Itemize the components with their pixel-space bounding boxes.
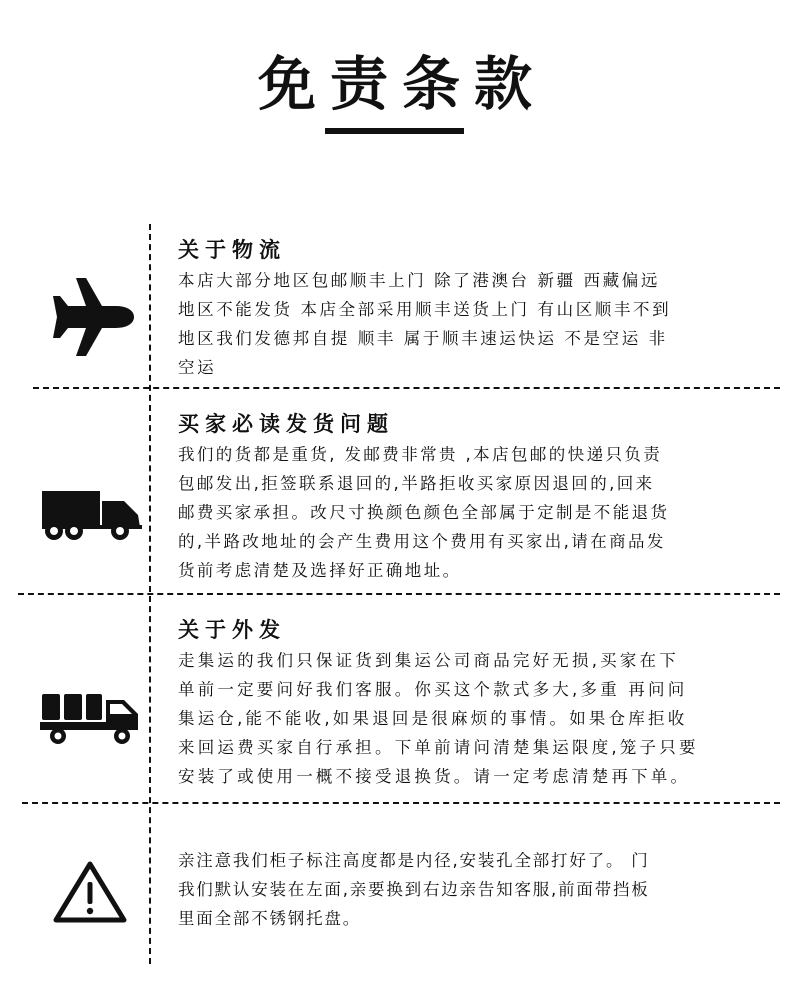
section-heading: 关于外发 (178, 618, 286, 642)
section-line: 地区不能发货 本店全部采用顺丰送货上门 有山区顺丰不到 (178, 300, 672, 319)
section-line: 包邮发出,拒签联系退回的,半路拒收买家原因退回的,回来 (178, 474, 655, 493)
section-line: 本店大部分地区包邮顺丰上门 除了港澳台 新疆 西藏偏远 (178, 271, 660, 290)
section-line: 里面全部不锈钢托盘。 (178, 909, 361, 928)
section-line: 我们默认安装在左面,亲要换到右边亲告知客服,前面带挡板 (178, 880, 650, 899)
section-line: 我们的货都是重货, 发邮费非常贵 ,本店包邮的快递只负责 (178, 445, 663, 464)
title-underline (325, 128, 464, 134)
section-line: 空运 (178, 358, 217, 377)
section-divider-1 (33, 387, 780, 389)
section-line: 亲注意我们柜子标注高度都是内径,安装孔全部打好了。 门 (178, 851, 650, 870)
section-heading: 关于物流 (178, 238, 286, 262)
section-line: 安装了或使用一概不接受退换货。请一定考虑清楚再下单。 (178, 767, 691, 786)
page-title: 免责条款 (257, 50, 546, 118)
section-line: 单前一定要问好我们客服。你买这个款式多大,多重 再问问 (178, 680, 688, 699)
section-line: 来回运费买家自行承担。下单前请问清楚集运限度,笼子只要 (178, 738, 699, 757)
section-divider-2 (18, 593, 780, 595)
airplane-icon (46, 272, 136, 362)
section-line: 的,半路改地址的会产生费用这个费用有买家出,请在商品发 (178, 532, 666, 551)
section-cabinet-note (178, 846, 778, 933)
warning-icon (50, 858, 130, 926)
truck-icon (40, 487, 144, 543)
section-logistics (178, 236, 778, 382)
section-line: 集运仓,能不能收,如果退回是很麻烦的事情。如果仓库拒收 (178, 709, 688, 728)
section-shipping-notice (178, 410, 778, 585)
cargo-truck-icon (38, 690, 142, 748)
section-line: 地区我们发德邦自提 顺丰 属于顺丰速运快运 不是空运 非 (178, 329, 668, 348)
section-heading: 买家必读发货问题 (178, 412, 394, 436)
section-line: 邮费买家承担。改尺寸换颜色颜色全部属于定制是不能退货 (178, 503, 670, 522)
section-line: 货前考虑清楚及选择好正确地址。 (178, 561, 462, 580)
section-line: 走集运的我们只保证货到集运公司商品完好无损,买家在下 (178, 651, 679, 670)
section-consolidation (178, 616, 778, 791)
section-divider-3 (22, 802, 780, 804)
